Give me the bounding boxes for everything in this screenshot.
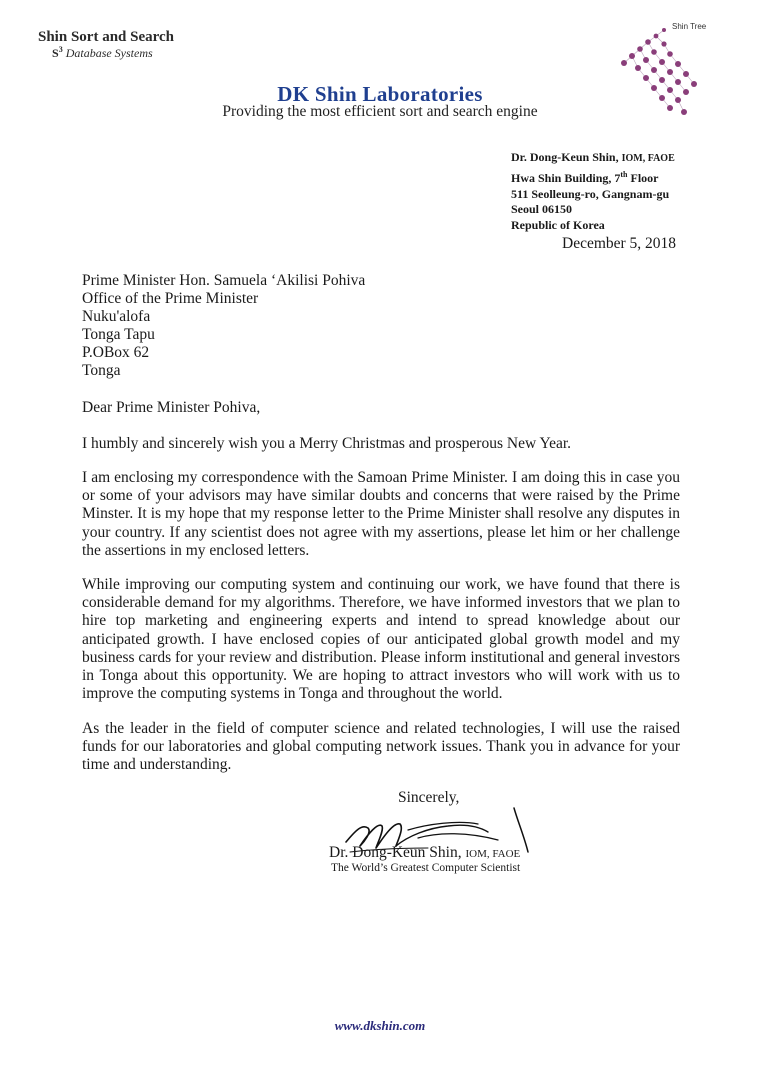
brand-name: Shin Sort and Search	[38, 29, 175, 45]
recipient-line: Office of the Prime Minister	[82, 290, 259, 307]
sender-city: Seoul 06150	[511, 202, 573, 217]
signer-name: Dr. Dong-Keun Shin, IOM, FAOE	[329, 844, 521, 861]
recipient-line: Prime Minister Hon. Samuela ‘Akilisi Pohiva	[82, 272, 366, 289]
letter-date: December 5, 2018	[562, 235, 677, 252]
recipient-block	[82, 272, 365, 380]
brand-sub-text: Database Systems	[65, 46, 153, 60]
brand-sub-sup: 3	[58, 45, 63, 54]
body-paragraph: As the leader in the field of computer science and related technologies, I will use the raised funds for our laboratories and global computing network issues. Thank you in advance for your time and understanding.	[82, 720, 680, 774]
sender-name-line: Dr. Dong-Keun Shin, IOM, FAOE	[511, 150, 675, 164]
sender-street: 511 Seolleung-ro, Gangnam-gu	[511, 186, 670, 201]
sender-country: Republic of Korea	[511, 218, 605, 233]
recipient-line: Tonga Tapu	[82, 326, 155, 343]
sender-address	[511, 150, 675, 234]
recipient-line: Tonga	[82, 362, 121, 379]
lab-name: DK Shin Laboratories	[277, 82, 483, 106]
lab-tagline: Providing the most efficient sort and search engine	[222, 103, 538, 120]
shin-tree-label: Shin Tree	[672, 22, 707, 31]
recipient-line: P.OBox 62	[82, 344, 150, 361]
brand-subtitle	[52, 45, 153, 61]
salutation: Dear Prime Minister Pohiva,	[82, 399, 261, 416]
valediction: Sincerely,	[398, 789, 460, 806]
recipient-line: Nuku'alofa	[82, 308, 151, 325]
sender-building: Hwa Shin Building, 7th Floor	[511, 169, 659, 185]
body-paragraph: While improving our computing system and continuing our work, we have found that there is considerable demand for my algorithms. Therefore, we have informed investors that we plan to hire top marketing and engineering experts and intend to spread knowledge about our anticipated growth. I have enclosed copies of our anticipated global growth model and my business cards for your review and distribution. Please inform institutional and general investors in Tonga about this opportunity. We are hoping to attract investors who will work with us to improve the computing systems in Tonga and throughout the world.	[82, 576, 680, 703]
body-paragraph: I am enclosing my correspondence with the Samoan Prime Minister. I am doing this in case you or some of your advisors may have similar doubts and concerns that were raised by the Prime Minster. It is my hope that my response letter to the Prime Minister shall resolve any disputes in your country. If any scientist does not agree with my assertions, please let him or her challenge the assertions in my enclosed letters.	[82, 469, 680, 559]
website-link[interactable]: www.dkshin.com	[334, 1018, 426, 1033]
brand-sub-prefix: S	[52, 46, 59, 60]
signer-title: The World’s Greatest Computer Scientist	[331, 862, 521, 874]
body-paragraph: I humbly and sincerely wish you a Merry Christmas and prosperous New Year.	[82, 435, 572, 452]
